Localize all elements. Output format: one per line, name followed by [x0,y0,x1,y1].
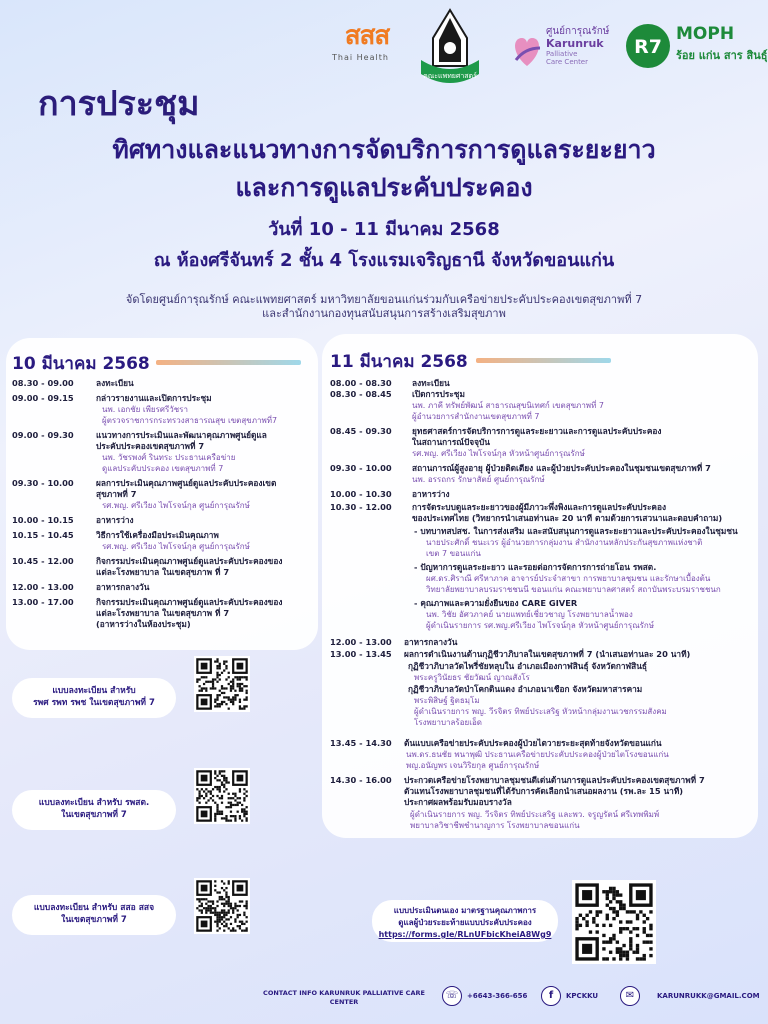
facebook-icon: f [541,986,561,1006]
moph-text: MOPH [676,24,735,44]
thaihealth-logo [332,20,402,78]
speaker-line: นพ. วิชัย อัศวภาคย์ นายแพทย์เชี่ยวชาญ โรงพยาบาลน้ำพอง [426,610,633,619]
speaker-line: นายประศักดิ์ ชนะเวร ผู้อำนวยการกลุ่มงาน สำนักงานหลักประกันสุขภาพแห่งชาติ [426,538,703,547]
sub-topic: กุฏิชีวาภิบาลวัดไพรี่ชัยหลุบใน อำเภอเมืองกาฬสินธุ์ จังหวัดกาฬสินธุ์ [408,661,647,671]
karunruk-sub1: Palliative [546,50,578,58]
schedule-row-cont: ประกาศผลพร้อมรับมอบรางวัล [404,797,512,807]
speaker-line: ดูแลประคับประคอง เขตสุขภาพที่ 7 [102,464,224,473]
r7-text: R7 [634,36,662,58]
karunruk-heart-icon [510,30,544,70]
karunruk-logo [510,24,615,74]
footer-email[interactable]: KARUNRUKK@GMAIL.COM [657,992,760,1000]
footer-facebook[interactable]: KPCKKU [566,992,599,1000]
sub-topic: - คุณภาพและความยั่งยืนของ CARE GIVER [414,598,578,608]
thaihealth-logo-mark: สสส [344,21,390,51]
speaker-line: รศ.พญ. ศรีเวียง ไพโรจน์กุล หัวหน้าศูนย์การุณรักษ์ [412,449,585,458]
speaker-line: ผู้ดำเนินรายการ พญ. วีรจิตร ทิพย์ประเสริฐ และพว. จรูญรัตน์ ศรีเทพพิมพ์ [410,810,660,819]
registration-sso-label [12,895,176,935]
mail-icon: ✉ [620,986,640,1006]
title-line-1: ทิศทางและแนวทางการจัดบริการการดูแลระยะยาว [112,135,656,164]
speaker-line: รศ.พญ. ศรีเวียง ไพโรจน์กุล ศูนย์การุณรักษ์ [102,501,250,510]
reg2-line-a: แบบลงทะเบียน สำหรับ รพสต. [38,798,150,808]
phone-icon: ☏ [442,986,462,1006]
organizer-line-2: และสำนักงานกองทุนสนับสนุนการสร้างเสริมสุขภาพ [262,307,506,320]
karunruk-en: Karunruk [546,37,604,50]
qr-code-rpst[interactable] [194,768,250,824]
speaker-line: นพ.ดร.ธนชัย พนาพุฒิ ประธานเครือข่ายประคับประคองผู้ป่วยไตโรงขอนแก่น [406,750,669,759]
assess-line-a: แบบประเมินตนเอง มาตรฐานคุณภาพการ [393,906,537,915]
self-assessment-label [372,900,558,942]
speaker-line: ผู้ตรวจราชการกระทรวงสาธารณสุข เขตสุขภาพที่7 [102,416,278,425]
day1-title: 10 มีนาคม 2568 [12,354,150,374]
reg3-line-a: แบบลงทะเบียน สำหรับ สสอ สสจ [33,903,155,913]
event-date: วันที่ 10 - 11 มีนาคม 2568 [268,219,500,240]
speaker-line: ผู้ดำเนินรายการ พญ. วีรจิตร ทิพย์ประเสริฐ หัวหน้ากลุ่มงานเวชกรรมสังคม [414,707,667,716]
medicine-faculty-logo [417,8,483,90]
sub-topic: กุฏิชีวาภิบาลวัดป่าโคกดินแดง อำเภอนาเชือก จังหวัดมหาสารคาม [408,684,643,694]
schedule-row-cont: ตัวแทนโรงพยาบาลชุมชนที่ได้รับการคัดเลือกนำเสนอผลงาน (รพ.ละ 15 นาที) [404,786,684,796]
r7-badge-icon [624,22,672,70]
reg1-line-a: แบบลงทะเบียน สำหรับ [52,686,136,696]
speaker-line: นพ. วัชรพงศ์ รินทระ ประธานเครือข่าย [102,453,236,462]
speaker-line: พยาบาลวิชาชีพชำนาญการ โรงพยาบาลขอนแก่น [410,821,580,830]
speaker-line: นพ. เอกชัย เพียรศรีวัชรา [102,405,188,414]
event-venue: ณ ห้องศรีจันทร์ 2 ชั้น 4 โรงแรมเจริญธานี จังหวัดขอนแก่น [153,250,615,271]
day2-schedule-card: 11 มีนาคม 2568 08.00 - 08.30 ลงทะเบียน 08.30 - 08.45 เปิดการประชุม นพ. ภาคี ทรัพย์พัฒน์ สาธารณสุขนิเทศก์ เขตสุขภาพที่ 7 ผู้อำนวยการสำนักงานเขตสุขภาพที่ 7 08.45 - 09.30 ยุทธศาสตร์การจัดบริการการดูแลระยะยาวและการดูแลประคับประคอง ในสถานการณ์ปัจจุบัน รศ.พญ. ศรีเวียง ไพโรจน์กุล หัวหน้าศูนย์การุณรักษ์ 09.30 - 10.00 สถานการณ์ผู้สูงอายุ ผู้ป่วยติดเตียง และผู้ป่วยประคับประคองในชุมชนเขตสุขภาพที่ 7 นพ. อรรถกร รักษาสัตย์ ศูนย์การุณรักษ์ 10.00 - 10.30 อาหารว่าง 10.30 - 12.00 การจัดระบบดูแลระยะยาวของผู้มีภาวะพึ่งพิงและการดูแลประคับประคอง ของประเทศไทย (วิทยากรนำเสนอท่านละ 20 นาที ตามด้วยการเสวนาและตอบคำถาม) - บทบาทสปสช. ในการส่งเสริม และสนับสนุนการดูแลระยะยาวและประคับประคองในชุมชน นายประศักดิ์ ชนะเวร ผู้อำนวยการกลุ่มงาน สำนักงานหลักประกันสุขภาพแห่งชาติ เขต 7 ขอนแก่น - ปัญหาการดูแลระยะยาว และรอยต่อการจัดการการถ่ายโอน รพสต. ผศ.ดร.ศิราณี ศรีหาภาค อาจารย์ประจำสาขา การพยาบาลชุมชน และรักษาเบื้องต้น วิทยาลัยพยาบาลบรมราชชนนี ขอนแก่น คณะพยาบาลศาสตร์ สถาบันพระบรมราชชนก - คุณภาพและความยั่งยืนของ CARE GIVER นพ. วิชัย อัศวภาคย์ นายแพทย์เชี่ยวชาญ โรงพยาบาลน้ำพอง ผู้ดำเนินรายการ รศ.พญ.ศรีเวียง ไพโรจน์กุล หัวหน้าศูนย์การุณรักษ์ 12.00 - 13.00 อาหารกลางวัน 13.00 - 13.45 ผลการดำเนินงานด้านกุฏิชีวาภิบาลในเขตสุขภาพที่ 7 (นำเสนอท่านละ 20 นาที) กุฏิชีวาภิบาลวัดไพรี่ชัยหลุบใน อำเภอเมืองกาฬสินธุ์ จังหวัดกาฬสินธุ์ พระครูวินัยธร ชัยวัฒน์ ญาณสังโร กุฏิชีวาภิบาลวัดป่าโคกดินแดง อำเภอนาเชือก จังหวัดมหาสารคาม พระพิสิษฐ์ ฐิตธมฺโม ผู้ดำเนินรายการ พญ. วีรจิตร ทิพย์ประเสริฐ หัวหน้ากลุ่มงานเวชกรรมสังคม โรงพยาบาลร้อยเอ็ด 13.45 - 14.30 ต้นแบบเครือข่ายประคับประคองผู้ป่วยไตวายระยะสุดท้ายจังหวัดขอนแก่น นพ.ดร.ธนชัย พนาพุฒิ ประธานเครือข่ายประคับประคองผู้ป่วยไตโรงขอนแก่น พญ.อนัญพร เจนวิริยกุล ศูนย์การุณรักษ์ 14.30 - 16.00 ประกวดเครือข่ายโรงพยาบาลชุมชนดีเด่นด้านการดูแลประคับประคองเขตสุขภาพที่ 7 ตัวแทนโรงพยาบาลชุมชนที่ได้รับการคัดเลือกนำเสนอผลงาน (รพ.ละ 15 นาที) ประกาศผลพร้อมรับมอบรางวัล ผู้ดำเนินรายการ พญ. วีรจิตร ทิพย์ประเสริฐ และพว. จรูญรัตน์ ศรีเทพพิมพ์ พยาบาลวิชาชีพชำนาญการ โรงพยาบาลขอนแก่น [322,334,758,838]
qr-code-assessment[interactable] [572,880,656,964]
day2-title: 11 มีนาคม 2568 [330,352,468,372]
registration-rpst-label [12,790,176,830]
registration-hospital-label [12,678,176,718]
speaker-line: เขต 7 ขอนแก่น [426,549,481,558]
reg3-line-b: ในเขตสุขภาพที่ 7 [61,915,127,925]
qr-code-hospital[interactable] [194,656,250,712]
schedule-row-cont: ของประเทศไทย (วิทยากรนำเสนอท่านละ 20 นาที ตามด้วยการเสวนาและตอบคำถาม) [412,513,723,523]
sub-topic: - บทบาทสปสช. ในการส่งเสริม และสนับสนุนการดูแลระยะยาวและประคับประคองในชุมชน [414,526,738,536]
qr-code-sso[interactable] [194,878,250,934]
speaker-line: ผศ.ดร.ศิราณี ศรีหาภาค อาจารย์ประจำสาขา การพยาบาลชุมชน และรักษาเบื้องต้น [426,574,711,583]
speaker-line: ผู้อำนวยการสำนักงานเขตสุขภาพที่ 7 [412,412,540,421]
speaker-line: พระครูวินัยธร ชัยวัฒน์ ญาณสังโร [414,673,530,682]
footer-phone[interactable]: +6643-366-656 [467,992,528,1000]
schedule-row-cont: ในสถานการณ์ปัจจุบัน [412,437,490,447]
reg1-line-b: รพศ รพท รพช ในเขตสุขภาพที่ 7 [33,698,155,708]
organizer-line-1: จัดโดยศูนย์การุณรักษ์ คณะแพทยศาสตร์ มหาวิทยาลัยขอนแก่นร่วมกับเครือข่ายประคับประคองเขตสุขภาพที่ 7 [125,293,643,306]
footer-contact-line-a: CONTACT INFO KARUNRUK PALLIATIVE CARE [263,989,425,997]
title-line-2: และการดูแลประคับประคอง [235,173,533,202]
day1-divider [156,360,301,365]
speaker-line: พญ.อนัญพร เจนวิริยกุล ศูนย์การุณรักษ์ [406,761,540,770]
day1-schedule-card: 10 มีนาคม 2568 08.30 - 09.00 ลงทะเบียน 09.00 - 09.15 กล่าวรายงานและเปิดการประชุม นพ. เอกชัย เพียรศรีวัชรา ผู้ตรวจราชการกระทรวงสาธารณสุข เขตสุขภาพที่7 09.00 - 09.30 แนวทางการประเมินและพัฒนาคุณภาพศูนย์ดูแล ประคับประคองเขตสุขภาพที่ 7 นพ. วัชรพงศ์ รินทระ ประธานเครือข่าย ดูแลประคับประคอง เขตสุขภาพที่ 7 09.30 - 10.00 ผลการประเมินคุณภาพศูนย์ดูแลประคับประคองเขต สุขภาพที่ 7 รศ.พญ. ศรีเวียง ไพโรจน์กุล ศูนย์การุณรักษ์ 10.00 - 10.15 อาหารว่าง 10.15 - 10.45 วิธีการใช้เครื่องมือประเมินคุณภาพ รศ.พญ. ศรีเวียง ไพโรจน์กุล ศูนย์การุณรักษ์ 10.45 - 12.00 กิจกรรมประเมินคุณภาพศูนย์ดูแลประคับประคองของ แต่ละโรงพยาบาล ในเขตสุขภาพ ที่ 7 12.00 - 13.00 อาหารกลางวัน 13.00 - 17.00 กิจกรรมประเมินคุณภาพศูนย์ดูแลประคับประคองของ แต่ละโรงพยาบาล ในเขตสุขภาพ ที่ 7 (อาหารว่างในห้องประชุม) [6,338,318,650]
assess-line-b: ดูแลผู้ป่วยระยะท้ายแบบประคับประคอง [398,918,532,927]
speaker-line: พระพิสิษฐ์ ฐิตธมฺโม [414,696,480,705]
speaker-line: รศ.พญ. ศรีเวียง ไพโรจน์กุล ศูนย์การุณรักษ์ [102,542,250,551]
speaker-line: วิทยาลัยพยาบาลบรมราชชนนี ขอนแก่น คณะพยาบาลศาสตร์ สถาบันพระบรมราชชนก [426,585,721,594]
footer-contact [252,989,436,1007]
footer-contact-line-b: CENTER [329,998,359,1006]
speaker-line: ผู้ดำเนินรายการ รศ.พญ.ศรีเวียง ไพโรจน์กุล หัวหน้าศูนย์การุณรักษ์ [426,621,655,630]
speaker-line: โรงพยาบาลร้อยเอ็ด [414,718,482,727]
moph-province-text: ร้อย แก่น สาร สินธุ์ [676,49,768,62]
day2-divider [476,358,611,363]
medicine-faculty-text: คณะแพทยศาสตร์ [423,72,477,80]
meeting-label: การประชุม [38,84,200,124]
karunruk-thai: ศูนย์การุณรักษ์ [546,26,610,37]
assessment-form-link[interactable]: https://forms.gle/RLnUFbicKheiA8Wg9 [378,930,552,939]
speaker-line: นพ. อรรถกร รักษาสัตย์ ศูนย์การุณรักษ์ [412,475,545,484]
thaihealth-logo-text: Thai Health [332,53,389,62]
karunruk-sub2: Care Center [546,58,588,66]
speaker-line: นพ. ภาคี ทรัพย์พัฒน์ สาธารณสุขนิเทศก์ เขตสุขภาพที่ 7 [412,401,604,410]
sub-topic: - ปัญหาการดูแลระยะยาว และรอยต่อการจัดการการถ่ายโอน รพสต. [414,562,657,572]
moph-r7-logo [624,22,768,70]
reg2-line-b: ในเขตสุขภาพที่ 7 [61,810,127,820]
